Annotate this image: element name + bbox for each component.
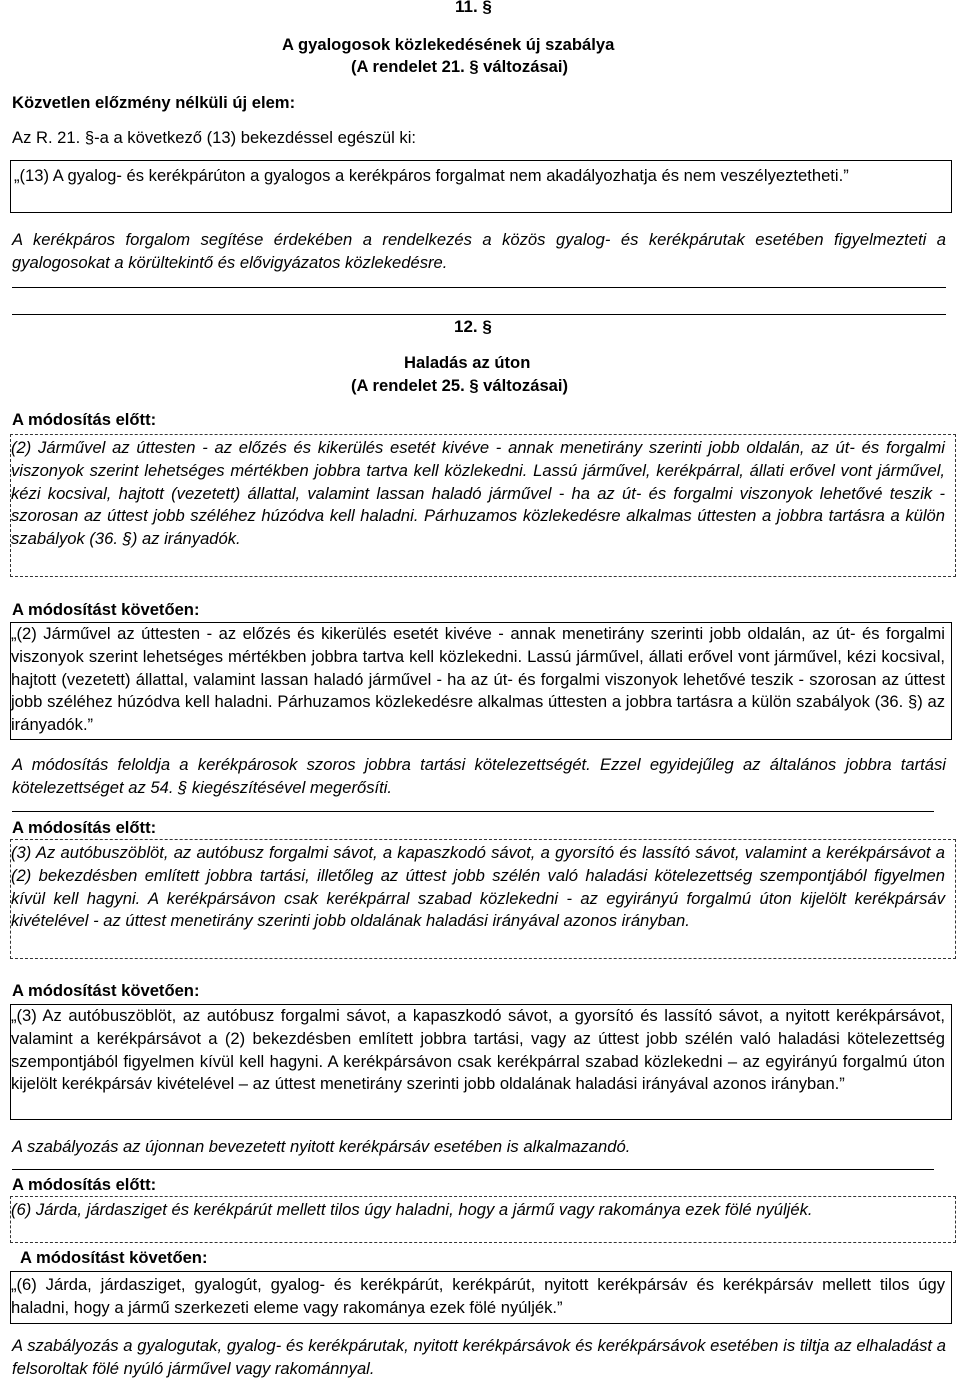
- divider-4: [12, 1169, 934, 1170]
- intro-text: Az R. 21. §-a a következő (13) bekezdéssel egészül ki:: [12, 128, 416, 147]
- after-text-1: „(2) Járművel az úttesten - az előzés és kikerülés esetét kivéve - annak menetirány szerinti jobb oldalán, az út- és forgalmi viszonyok szerint lehetséges mértékben jobbra tartva kell közlekedni. Lassú járművel, állati erővel vont járművel, kézi kocsival, hajtott (vezetett) állattal, valamint lassan haladó járművel - ha az út- és forgalmi viszonyok lehetővé teszik - szorosan az úttest jobb széléhez húzódva kell haladni. Párhuzamos közlekedésre alkalmas úttesten a jobbra tartásra a külön szabályok (36. §) az irányadók.”: [11, 624, 945, 735]
- divider-1: [12, 287, 946, 288]
- section-11-subtitle: (A rendelet 21. § változásai): [351, 57, 569, 76]
- section-12-subtitle: (A rendelet 25. § változásai): [351, 376, 569, 395]
- section-12-title: Haladás az úton: [404, 353, 531, 372]
- before-label-2: A módosítás előtt:: [12, 818, 157, 837]
- comment-3: A szabályozás a gyalogutak, gyalog- és kerékpárutak, nyitott kerékpársávok és kerékpársávok esetében is tiltja az elhaladást a felsoroltak fölé nyúló járművel vagy rakománnyal.: [12, 1336, 946, 1378]
- divider-3: [12, 811, 934, 812]
- after-label-2: A módosítást követően:: [12, 981, 200, 1000]
- before-box-3: [10, 1196, 956, 1243]
- before-label-3: A módosítás előtt:: [12, 1175, 157, 1194]
- after-box-2: [10, 1004, 952, 1120]
- section-11-comment: A kerékpáros forgalom segítése érdekében a rendelkezés a közös gyalog- és kerékpárutak esetében figyelmezteti a gyalogosokat a körültekintő és elővigyázatos közlekedésre.: [12, 230, 946, 272]
- comment-1: A módosítás feloldja a kerékpárosok szoros jobbra tartási kötelezettségét. Ezzel egyidejűleg az általános jobbra tartási kötelezettséget az 54. § kiegészítésével megerősíti.: [12, 755, 946, 797]
- before-box-1: [10, 434, 956, 577]
- section-12-number: 12. §: [454, 317, 492, 336]
- after-box-3: [10, 1271, 952, 1324]
- new-rule-text: „(13) A gyalog- és kerékpárúton a gyalogos a kerékpáros forgalmat nem akadályozhatja és nem veszélyeztetheti.”: [14, 166, 849, 185]
- new-rule-box: [10, 160, 952, 213]
- no-precedent-label: Közvetlen előzmény nélküli új elem:: [12, 93, 296, 112]
- after-label-3: A módosítást követően:: [20, 1248, 208, 1267]
- before-text-2: (3) Az autóbuszöblöt, az autóbusz forgalmi sávot, a kapaszkodó sávot, a gyorsító és lassító sávot, valamint a kerékpársávot a (2) bekezdésben említett jobbra tartási, illetőleg az úttest jobb szélén való haladási kötelezettség szempontjából figyelmen kívül kell hagyni. A kerékpársávon csak kerékpárral szabad közlekedni - az egyirányú forgalmú úton kijelölt kerékpársáv kivételével - az úttest menetirány szerinti jobb oldalának haladási irányával azonos irányban.: [11, 843, 945, 931]
- comment-2: A szabályozás az újonnan bevezetett nyitott kerékpársáv esetében is alkalmazandó.: [12, 1137, 631, 1156]
- divider-2: [12, 314, 946, 315]
- before-text-1: (2) Járművel az úttesten - az előzés és kikerülés esetét kivéve - annak menetirány szerinti jobb oldalán, az út- és forgalmi viszonyok szerint lehetséges mértékben jobbra tartva kell közlekedni. Lassú járművel, kerékpárral, állati erővel vont járművel, kézi kocsival, hajtott (vezetett) állattal, valamint lassan haladó járművel - ha az út- és forgalmi viszonyok lehetővé teszik - szorosan az úttest jobb széléhez húzódva kell haladni. Párhuzamos közlekedésre alkalmas úttesten a jobbra tartásra a külön szabályok (36. §) az irányadók.: [11, 438, 945, 549]
- after-text-3: „(6) Járda, járdasziget, gyalogút, gyalog- és kerékpárút, kerékpárút, nyitott kerékpársáv és kerékpársáv mellett tilos úgy haladni, hogy a jármű szerkezeti eleme vagy rakománya ezek fölé nyúljék.”: [11, 1275, 945, 1317]
- after-text-2: „(3) Az autóbuszöblöt, az autóbusz forgalmi sávot, a kapaszkodó sávot, a gyorsító és lassító sávot, a nyitott kerékpársávot, valamint a kerékpársávot a (2) bekezdésben említett jobbra tartási, vagy az úttest jobb szélén való haladási kötelezettség szempontjából figyelmen kívül kell hagyni. A kerékpársávon csak kerékpárral szabad közlekedni – az egyirányú forgalmú úton kijelölt kerékpársáv kivételével – az úttest menetirány szerinti jobb oldalának haladási irányával azonos irányban.”: [11, 1006, 945, 1094]
- after-label-1: A módosítást követően:: [12, 600, 200, 619]
- section-11-title: A gyalogosok közlekedésének új szabálya: [282, 35, 615, 54]
- section-11-number: 11. §: [455, 0, 492, 16]
- after-box-1: [10, 622, 952, 740]
- before-text-3: (6) Járda, járdasziget és kerékpárút mellett tilos úgy haladni, hogy a jármű vagy rakománya ezek fölé nyúljék.: [11, 1200, 813, 1219]
- before-label-1: A módosítás előtt:: [12, 410, 157, 429]
- before-box-2: [10, 839, 956, 959]
